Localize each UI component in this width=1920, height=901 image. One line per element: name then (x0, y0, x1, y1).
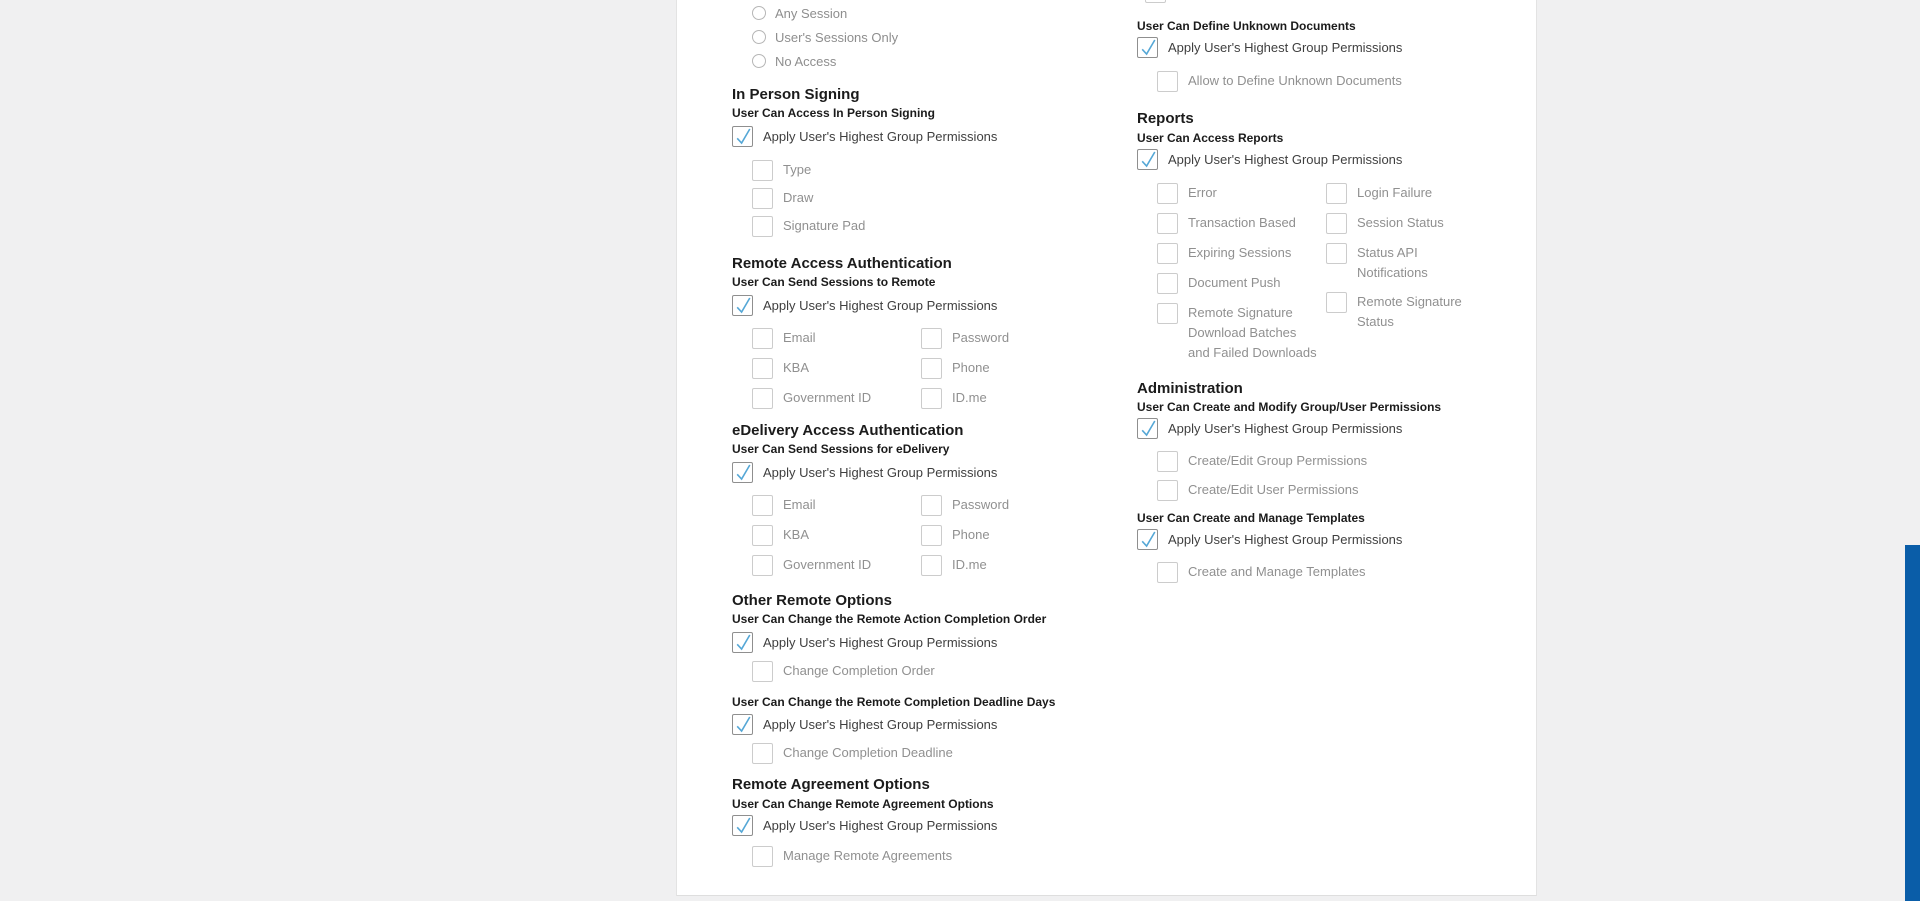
left-column (732, 0, 1167, 874)
radio-option-users-sessions-only[interactable] (732, 25, 1167, 49)
checkbox-row[interactable] (752, 846, 1167, 867)
checkbox-row[interactable] (752, 743, 1167, 764)
session-access-radio-group (732, 1, 1167, 73)
perm-title-define-unknown-documents: User Can Define Unknown Documents (1137, 19, 1356, 33)
checkbox-checked-icon[interactable] (732, 462, 753, 483)
checkbox-label: Government ID (783, 390, 872, 405)
radio-label: User's Sessions Only (775, 29, 899, 45)
apply-row[interactable] (732, 462, 1167, 483)
apply-label: Apply User's Highest Group Permissions (1168, 40, 1403, 55)
permissions-panel (676, 0, 1537, 896)
apply-row[interactable] (732, 714, 1167, 735)
checkbox-row[interactable] (1326, 292, 1552, 332)
section-title-other-remote-options: Other Remote Options (732, 592, 893, 609)
section-title-remote-agreement-options: Remote Agreement Options (732, 776, 930, 793)
checkbox-row[interactable] (921, 388, 1167, 409)
checkbox-row[interactable] (752, 388, 921, 409)
perm-title-change-completion-order: User Can Change the Remote Action Completion Order (732, 612, 1047, 626)
checkbox-icon[interactable] (921, 328, 942, 349)
remote-auth-options (752, 328, 1167, 409)
checkbox-label: Email (783, 330, 816, 345)
checkbox-row[interactable] (752, 216, 1167, 237)
checkbox-label: Expiring Sessions (1188, 245, 1292, 260)
checkbox-label: Phone (952, 527, 990, 542)
checkbox-checked-icon[interactable] (732, 126, 753, 147)
checkbox-row[interactable] (1326, 243, 1552, 283)
apply-row[interactable] (1137, 37, 1552, 58)
checkbox-icon[interactable] (1157, 562, 1178, 583)
checkbox-icon[interactable] (752, 525, 773, 546)
checkbox-icon[interactable] (752, 743, 773, 764)
checkbox-row[interactable] (1157, 562, 1552, 583)
reports-options-col2 (1326, 183, 1552, 372)
checkbox-label: KBA (783, 360, 810, 375)
checkbox-row[interactable] (752, 525, 921, 546)
apply-label: Apply User's Highest Group Permissions (763, 129, 998, 144)
group-user-options (1157, 451, 1552, 501)
checkbox-icon[interactable] (921, 358, 942, 379)
apply-row[interactable] (732, 632, 1167, 653)
apply-row[interactable] (1137, 149, 1552, 170)
checkbox-label: Government ID (783, 557, 872, 572)
radio-label: No Access (775, 53, 837, 69)
checkbox-label: Session Status (1357, 215, 1444, 230)
reports-options (1157, 183, 1552, 372)
reports-options-col1 (1157, 183, 1326, 372)
checkbox-icon-cutoff[interactable] (1145, 0, 1166, 3)
checkbox-label: Signature Pad (783, 218, 866, 233)
checkbox-icon[interactable] (1326, 292, 1347, 313)
radio-option-any-session[interactable] (732, 1, 1167, 25)
radio-option-no-access[interactable] (732, 49, 1167, 73)
checkbox-row[interactable] (752, 495, 921, 516)
checkbox-icon[interactable] (752, 188, 773, 209)
in-person-options (752, 160, 1167, 237)
section-title-reports: Reports (1137, 110, 1194, 127)
right-column (1137, 0, 1552, 590)
checkbox-row[interactable] (1326, 213, 1552, 234)
perm-title-modify-group-user-permissions: User Can Create and Modify Group/User Permissions (1137, 400, 1442, 414)
deadline-options (752, 743, 1167, 764)
checkbox-row[interactable] (752, 555, 921, 576)
remote-agreement-options (752, 846, 1167, 867)
checkbox-label: Status API Notifications (1357, 245, 1428, 280)
checkbox-icon[interactable] (1157, 303, 1178, 324)
checkbox-checked-icon[interactable] (732, 714, 753, 735)
checkbox-row[interactable] (752, 160, 1167, 181)
apply-label: Apply User's Highest Group Permissions (763, 298, 998, 313)
perm-title-create-manage-templates: User Can Create and Manage Templates (1137, 511, 1365, 525)
checkbox-label: Allow to Define Unknown Documents (1188, 73, 1402, 88)
checkbox-label: Document Push (1188, 275, 1281, 290)
checkbox-label: Change Completion Deadline (783, 745, 953, 760)
checkbox-checked-icon[interactable] (732, 815, 753, 836)
checkbox-icon[interactable] (1326, 183, 1347, 204)
checkbox-checked-icon[interactable] (1137, 529, 1158, 550)
checkbox-row[interactable] (1157, 303, 1326, 363)
checkbox-row[interactable] (1157, 71, 1552, 92)
section-title-edelivery-auth: eDelivery Access Authentication (732, 422, 964, 439)
checkbox-icon[interactable] (921, 525, 942, 546)
checkbox-label: Change Completion Order (783, 663, 935, 678)
checkbox-row[interactable] (1157, 273, 1326, 294)
checkbox-icon[interactable] (1157, 273, 1178, 294)
checkbox-label: Create/Edit Group Permissions (1188, 453, 1368, 468)
checkbox-label: Password (952, 330, 1010, 345)
apply-label: Apply User's Highest Group Permissions (763, 818, 998, 833)
checkbox-label: Transaction Based (1188, 215, 1296, 230)
perm-title-access-reports: User Can Access Reports (1137, 131, 1284, 145)
checkbox-label: Password (952, 497, 1010, 512)
apply-label: Apply User's Highest Group Permissions (763, 717, 998, 732)
section-title-administration: Administration (1137, 380, 1243, 397)
perm-title-access-in-person: User Can Access In Person Signing (732, 106, 935, 120)
checkbox-checked-icon[interactable] (732, 632, 753, 653)
templates-options (1157, 562, 1552, 583)
checkbox-label: Type (783, 162, 812, 177)
checkbox-row[interactable] (752, 358, 921, 379)
checkbox-icon[interactable] (1157, 183, 1178, 204)
radio-icon[interactable] (752, 6, 766, 20)
completion-order-options (752, 661, 1167, 682)
checkbox-checked-icon[interactable] (1137, 418, 1158, 439)
checkbox-icon[interactable] (752, 661, 773, 682)
checkbox-row[interactable] (1157, 213, 1326, 234)
checkbox-icon[interactable] (752, 358, 773, 379)
perm-title-send-sessions-remote: User Can Send Sessions to Remote (732, 275, 936, 289)
edelivery-auth-options (752, 495, 1167, 576)
apply-row[interactable] (1137, 418, 1552, 439)
apply-row[interactable] (1137, 529, 1552, 550)
apply-label: Apply User's Highest Group Permissions (1168, 152, 1403, 167)
perm-title-send-sessions-edelivery: User Can Send Sessions for eDelivery (732, 442, 950, 456)
checkbox-row[interactable] (921, 495, 1167, 516)
apply-label: Apply User's Highest Group Permissions (1168, 532, 1403, 547)
checkbox-icon[interactable] (752, 495, 773, 516)
checkbox-label: KBA (783, 527, 810, 542)
checkbox-checked-icon[interactable] (1137, 149, 1158, 170)
checkbox-icon[interactable] (921, 388, 942, 409)
checkbox-icon[interactable] (1326, 243, 1347, 264)
checkbox-checked-icon[interactable] (1137, 37, 1158, 58)
section-title-remote-access-auth: Remote Access Authentication (732, 255, 952, 272)
apply-row[interactable] (732, 295, 1167, 316)
checkbox-row[interactable] (1157, 243, 1326, 264)
scrollbar-thumb[interactable] (1905, 545, 1920, 901)
checkbox-row[interactable] (921, 525, 1167, 546)
checkbox-row[interactable] (921, 328, 1167, 349)
apply-label: Apply User's Highest Group Permissions (763, 635, 998, 650)
checkbox-row[interactable] (1326, 183, 1552, 204)
apply-row[interactable] (732, 815, 1167, 836)
checkbox-label: Remote Signature Download Batches and Failed Downloads (1188, 305, 1317, 360)
section-title-in-person-signing: In Person Signing (732, 86, 860, 103)
checkbox-row[interactable] (752, 188, 1167, 209)
checkbox-label: ID.me (952, 557, 987, 572)
checkbox-icon[interactable] (1157, 71, 1178, 92)
checkbox-checked-icon[interactable] (732, 295, 753, 316)
unknown-documents-options (1157, 71, 1552, 92)
checkbox-label: Draw (783, 190, 814, 205)
checkbox-row[interactable] (1157, 183, 1326, 204)
checkbox-icon[interactable] (1157, 480, 1178, 501)
checkbox-icon[interactable] (752, 328, 773, 349)
checkbox-row[interactable] (921, 358, 1167, 379)
checkbox-label: Login Failure (1357, 185, 1433, 200)
checkbox-icon[interactable] (1157, 243, 1178, 264)
checkbox-label: Create and Manage Templates (1188, 564, 1366, 579)
apply-row[interactable] (732, 126, 1167, 147)
checkbox-icon[interactable] (1326, 213, 1347, 234)
checkbox-icon[interactable] (1157, 213, 1178, 234)
checkbox-icon[interactable] (752, 555, 773, 576)
checkbox-label: Manage Remote Agreements (783, 848, 953, 863)
checkbox-label: Email (783, 497, 816, 512)
checkbox-row[interactable] (1157, 480, 1552, 501)
checkbox-icon[interactable] (921, 495, 942, 516)
apply-label: Apply User's Highest Group Permissions (1168, 421, 1403, 436)
perm-title-change-deadline-days: User Can Change the Remote Completion Deadline Days (732, 695, 1056, 709)
checkbox-label: Phone (952, 360, 990, 375)
checkbox-row[interactable] (921, 555, 1167, 576)
radio-label: Any Session (775, 5, 848, 21)
apply-label: Apply User's Highest Group Permissions (763, 465, 998, 480)
checkbox-icon[interactable] (752, 846, 773, 867)
checkbox-label: ID.me (952, 390, 987, 405)
checkbox-row[interactable] (1157, 451, 1552, 472)
checkbox-icon[interactable] (752, 160, 773, 181)
checkbox-row[interactable] (752, 661, 1167, 682)
checkbox-icon[interactable] (1157, 451, 1178, 472)
checkbox-label: Error (1188, 185, 1217, 200)
checkbox-label: Remote Signature Status (1357, 294, 1462, 329)
radio-icon[interactable] (752, 54, 766, 68)
checkbox-icon[interactable] (752, 388, 773, 409)
perm-title-change-remote-agreement: User Can Change Remote Agreement Options (732, 797, 994, 811)
checkbox-label: Create/Edit User Permissions (1188, 482, 1359, 497)
checkbox-icon[interactable] (921, 555, 942, 576)
checkbox-icon[interactable] (752, 216, 773, 237)
checkbox-row[interactable] (752, 328, 921, 349)
radio-icon[interactable] (752, 30, 766, 44)
